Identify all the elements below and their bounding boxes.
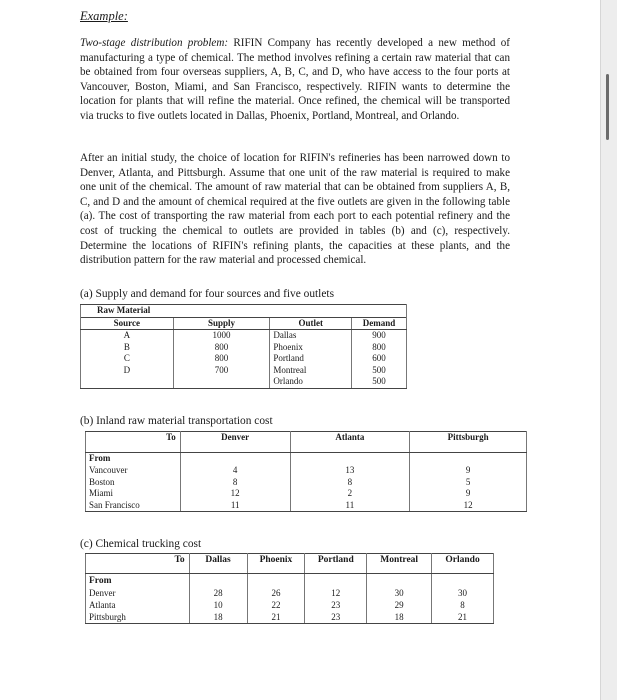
cost-cell: 8 [290,477,410,489]
example-heading: Example: [80,9,128,23]
col-header: Denver [180,432,290,453]
col-header: Atlanta [290,432,410,453]
cost-cell: 29 [367,599,432,611]
row-label: Vancouver [86,465,181,477]
problem-lead: Two-stage distribution problem: [80,37,229,49]
cost-cell: 10 [189,599,247,611]
row-label: Atlanta [86,599,190,611]
cost-cell: 9 [410,488,527,500]
supply-cell [173,376,270,388]
demand-cell: 800 [352,342,407,354]
source-cell: B [81,342,174,354]
table-row [86,587,494,599]
trucking-cost-table [85,553,494,624]
cost-cell: 8 [180,477,290,489]
cost-cell: 18 [367,611,432,624]
cost-cell: 9 [410,465,527,477]
demand-cell: 500 [352,376,407,388]
col-header: Portland [305,554,367,574]
demand-cell: 600 [352,353,407,365]
outlet-cell: Phoenix [270,342,352,354]
problem-text: RIFIN Company has recently developed a new method of manufacturing a type of chemical. The method involves refining a certain raw material that can be obtained from four overseas suppliers, A, B, C, and D, who have access to the four ports at Vancouver, Boston, Miami, and San Francisco, respectively. RIFIN wants to determine the location for plants that will refine the material. Once refined, the chemical will be transported via trucks to five outlets located in Dallas, Phoenix, Portland, Montreal, and Orlando. [80,37,510,122]
study-paragraph: After an initial study, the choice of location for RIFIN's refineries has been narrowed down to Denver, Atlanta, and Pittsburgh. Assume that one unit of the raw material is required to make one unit of the chemical. The amount of raw material that can be obtained from suppliers A, B, C, and D and the amount of chemical required at the five outlets are given in the following table (a). The cost of transporting the raw material from each port to each potential refinery and the cost of trucking the chemical to outlets are provided in tables (b) and (c), respectively. Determine the locations of RIFIN's refining plants, the capacities at these plants, and the distribution pattern for the raw material and processed chemical. [80,152,510,267]
col-header: Orlando [432,554,494,574]
outlet-cell: Orlando [270,376,352,388]
raw-material-header: Raw Material [81,305,407,318]
table-row [81,365,407,377]
header-source: Source [81,317,174,330]
table-row [86,488,527,500]
cost-cell: 30 [367,587,432,599]
source-cell: A [81,330,174,342]
cost-cell: 23 [305,599,367,611]
cost-cell: 11 [180,500,290,512]
supply-cell: 1000 [173,330,270,342]
row-label: San Francisco [86,500,181,512]
row-label: Pittsburgh [86,611,190,624]
table-row [81,353,407,365]
cost-cell: 12 [410,500,527,512]
cost-cell: 2 [290,488,410,500]
col-header: Phoenix [247,554,305,574]
header-supply: Supply [173,317,270,330]
cost-cell: 13 [290,465,410,477]
cost-cell: 12 [180,488,290,500]
header-outlet: Outlet [270,317,352,330]
from-label: From [86,453,181,466]
supply-cell: 800 [173,353,270,365]
table-row [81,376,407,388]
table-row [81,342,407,354]
col-header: Pittsburgh [410,432,527,453]
source-cell: C [81,353,174,365]
table-row [86,477,527,489]
demand-cell: 500 [352,365,407,377]
supply-cell: 700 [173,365,270,377]
cost-cell: 4 [180,465,290,477]
cost-cell: 22 [247,599,305,611]
table-row [81,330,407,342]
table-b-caption: (b) Inland raw material transportation cost [80,415,273,427]
supply-demand-table [80,304,407,389]
cost-cell: 28 [189,587,247,599]
row-label: Denver [86,587,190,599]
source-cell [81,376,174,388]
source-cell: D [81,365,174,377]
cost-cell: 30 [432,587,494,599]
cost-cell: 23 [305,611,367,624]
supply-cell: 800 [173,342,270,354]
col-header: Dallas [189,554,247,574]
cost-cell: 11 [290,500,410,512]
table-row [86,611,494,624]
header-demand: Demand [352,317,407,330]
cost-cell: 21 [247,611,305,624]
to-label: To [86,554,190,574]
scrollbar-thumb[interactable] [606,74,609,140]
outlet-cell: Montreal [270,365,352,377]
cost-cell: 5 [410,477,527,489]
to-label: To [86,432,181,453]
raw-material-cost-table [85,431,527,512]
cost-cell: 21 [432,611,494,624]
from-label: From [86,574,190,588]
row-label: Boston [86,477,181,489]
row-label: Miami [86,488,181,500]
table-row [86,500,527,512]
cost-cell: 18 [189,611,247,624]
cost-cell: 8 [432,599,494,611]
cost-cell: 12 [305,587,367,599]
table-row [86,599,494,611]
cost-cell: 26 [247,587,305,599]
problem-paragraph [80,36,510,124]
table-a-caption: (a) Supply and demand for four sources and five outlets [80,288,335,300]
outlet-cell: Portland [270,353,352,365]
table-c-caption: (c) Chemical trucking cost [80,538,202,550]
table-row [86,465,527,477]
col-header: Montreal [367,554,432,574]
demand-cell: 900 [352,330,407,342]
outlet-cell: Dallas [270,330,352,342]
